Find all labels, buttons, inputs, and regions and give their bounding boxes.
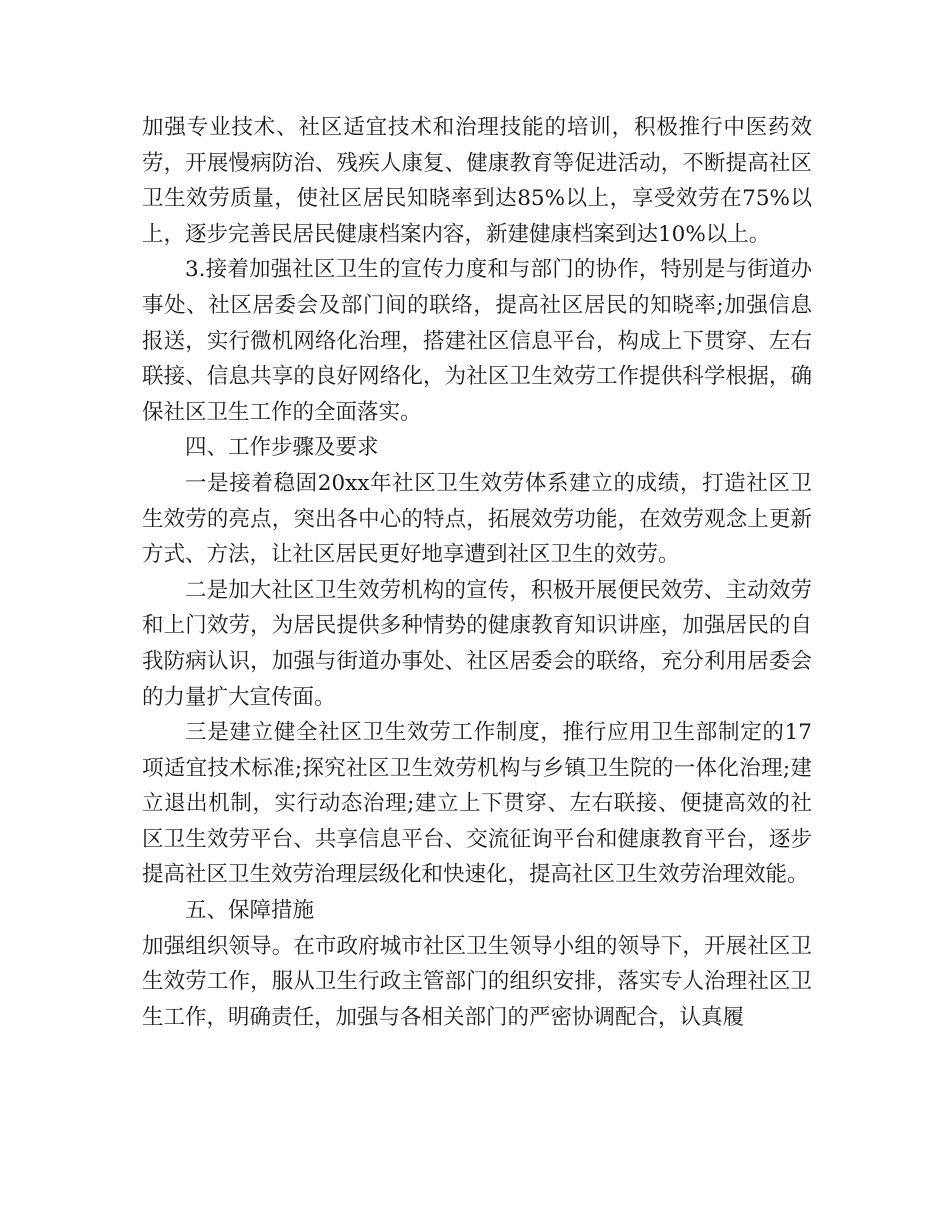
paragraph-publicity: 3.接着加强社区卫生的宣传力度和与部门的协作，特别是与街道办事处、社区居委会及部门间的联络，提高社区居民的知晓率;加强信息报送，实行微机网络化治理，搭建社区信息平台，构成上下贯穿、左右联接、信息共享的良好网络化，为社区卫生效劳工作提供科学根据，确保社区卫生工作的全面落实。 — [142, 257, 812, 425]
paragraph-leadership: 加强组织领导。在市政府城市社区卫生领导小组的领导下，开展社区卫生效劳工作，服从卫生行政主管部门的组织安排，落实专人治理社区卫生工作，明确责任，加强与各相关部门的严密协调配合，认真履 — [142, 933, 812, 1030]
paragraph-step-three: 三是建立健全社区卫生效劳工作制度，推行应用卫生部制定的17项适宜技术标准;探究社区卫生效劳机构与乡镇卫生院的一体化治理;建立退出机制，实行动态治理;建立上下贯穿、左右联接、便捷高效的社区卫生效劳平台、共享信息平台、交流征询平台和健康教育平台，逐步提高社区卫生效劳治理层级化和快速化，提高社区卫生效劳治理效能。 — [142, 720, 812, 888]
paragraph-training: 加强专业技术、社区适宜技术和治理技能的培训，积极推行中医药效劳，开展慢病防治、残疾人康复、健康教育等促进活动，不断提高社区卫生效劳质量，使社区居民知晓率到达85%以上，享受效劳在75%以上，逐步完善民居民健康档案内容，新建健康档案到达10%以上。 — [142, 115, 812, 247]
paragraph-step-two: 二是加大社区卫生效劳机构的宣传，积极开展便民效劳、主动效劳和上门效劳，为居民提供多种情势的健康教育知识讲座，加强居民的自我防病认识，加强与街道办事处、社区居委会的联络，充分利用居委会的力量扩大宣传面。 — [142, 577, 812, 710]
section-heading-steps: 四、工作步骤及要求 — [185, 435, 379, 461]
document-body — [142, 110, 812, 1035]
paragraph-step-one: 一是接着稳固20xx年社区卫生效劳体系建立的成绩，打造社区卫生效劳的亮点，突出各中心的特点，拓展效劳功能，在效劳观念上更新方式、方法，让社区居民更好地享遭到社区卫生的效劳。 — [142, 470, 812, 568]
section-heading-safeguards: 五、保障措施 — [185, 898, 315, 924]
